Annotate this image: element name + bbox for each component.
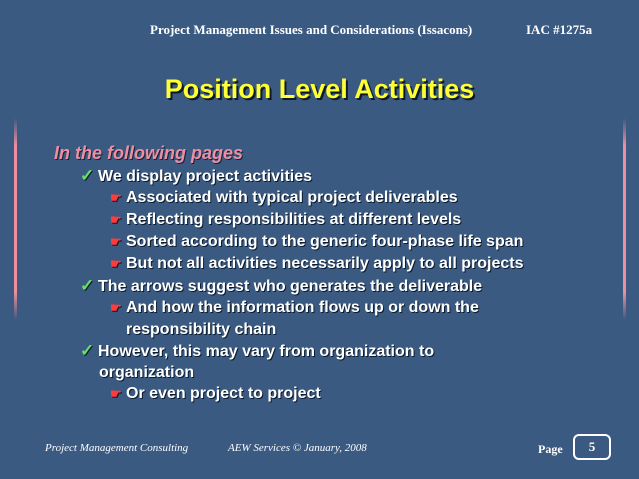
bullet-text: We display project activities (98, 168, 313, 185)
bullet-text: The arrows suggest who generates the deliverable (98, 278, 483, 295)
sub-bullet-text: Sorted according to the generic four-phase life span (126, 233, 524, 250)
header-code: IAC #1275a (526, 22, 593, 37)
page-number-box (573, 434, 611, 460)
bullet-item (80, 340, 434, 362)
left-decorative-bar (14, 118, 17, 320)
page-label: Page (538, 442, 563, 456)
sub-bullet-item (110, 253, 523, 274)
slide-header (0, 22, 639, 42)
pointing-hand-icon: ☛ (110, 386, 122, 401)
right-decorative-bar (623, 118, 626, 320)
pointing-hand-icon: ☛ (110, 190, 122, 205)
sub-bullet-text: Or even project to project (126, 385, 321, 402)
sub-bullet-text: Reflecting responsibilities at different levels (126, 211, 462, 228)
header-title: Project Management Issues and Considerations (Issacons) (150, 22, 473, 37)
sub-bullet-item (110, 231, 523, 252)
footer-company: Project Management Consulting (45, 442, 189, 454)
footer-copyright: AEW Services © January, 2008 (228, 442, 367, 454)
sub-bullet-text: Associated with typical project deliverables (126, 189, 458, 206)
slide-title: Position Level Activities (164, 74, 475, 104)
sub-bullet-text: And how the information flows up or down the (126, 299, 479, 316)
sub-bullet-continuation (126, 319, 276, 340)
bullet-text: However, this may vary from organization to (98, 343, 435, 360)
pointing-hand-icon: ☛ (110, 234, 122, 249)
sub-bullet-item (110, 209, 461, 230)
pointing-hand-icon: ☛ (110, 256, 122, 271)
sub-bullet-item (110, 297, 479, 318)
bullet-text: organization (99, 364, 195, 381)
slide-footer (0, 439, 639, 462)
check-icon: ✓ (80, 166, 95, 185)
subheading: In the following pages (54, 143, 243, 163)
pointing-hand-icon: ☛ (110, 300, 122, 315)
bullet-continuation (99, 362, 194, 383)
bullet-item (80, 275, 482, 297)
page-number: 5 (588, 439, 596, 454)
check-icon: ✓ (80, 276, 95, 295)
check-icon: ✓ (80, 341, 95, 360)
sub-bullet-text: But not all activities necessarily apply to all projects (126, 255, 524, 272)
sub-bullet-text: responsibility chain (126, 321, 277, 338)
bullet-item (80, 165, 312, 187)
sub-bullet-item (110, 187, 458, 208)
sub-bullet-item (110, 383, 321, 404)
pointing-hand-icon: ☛ (110, 212, 122, 227)
